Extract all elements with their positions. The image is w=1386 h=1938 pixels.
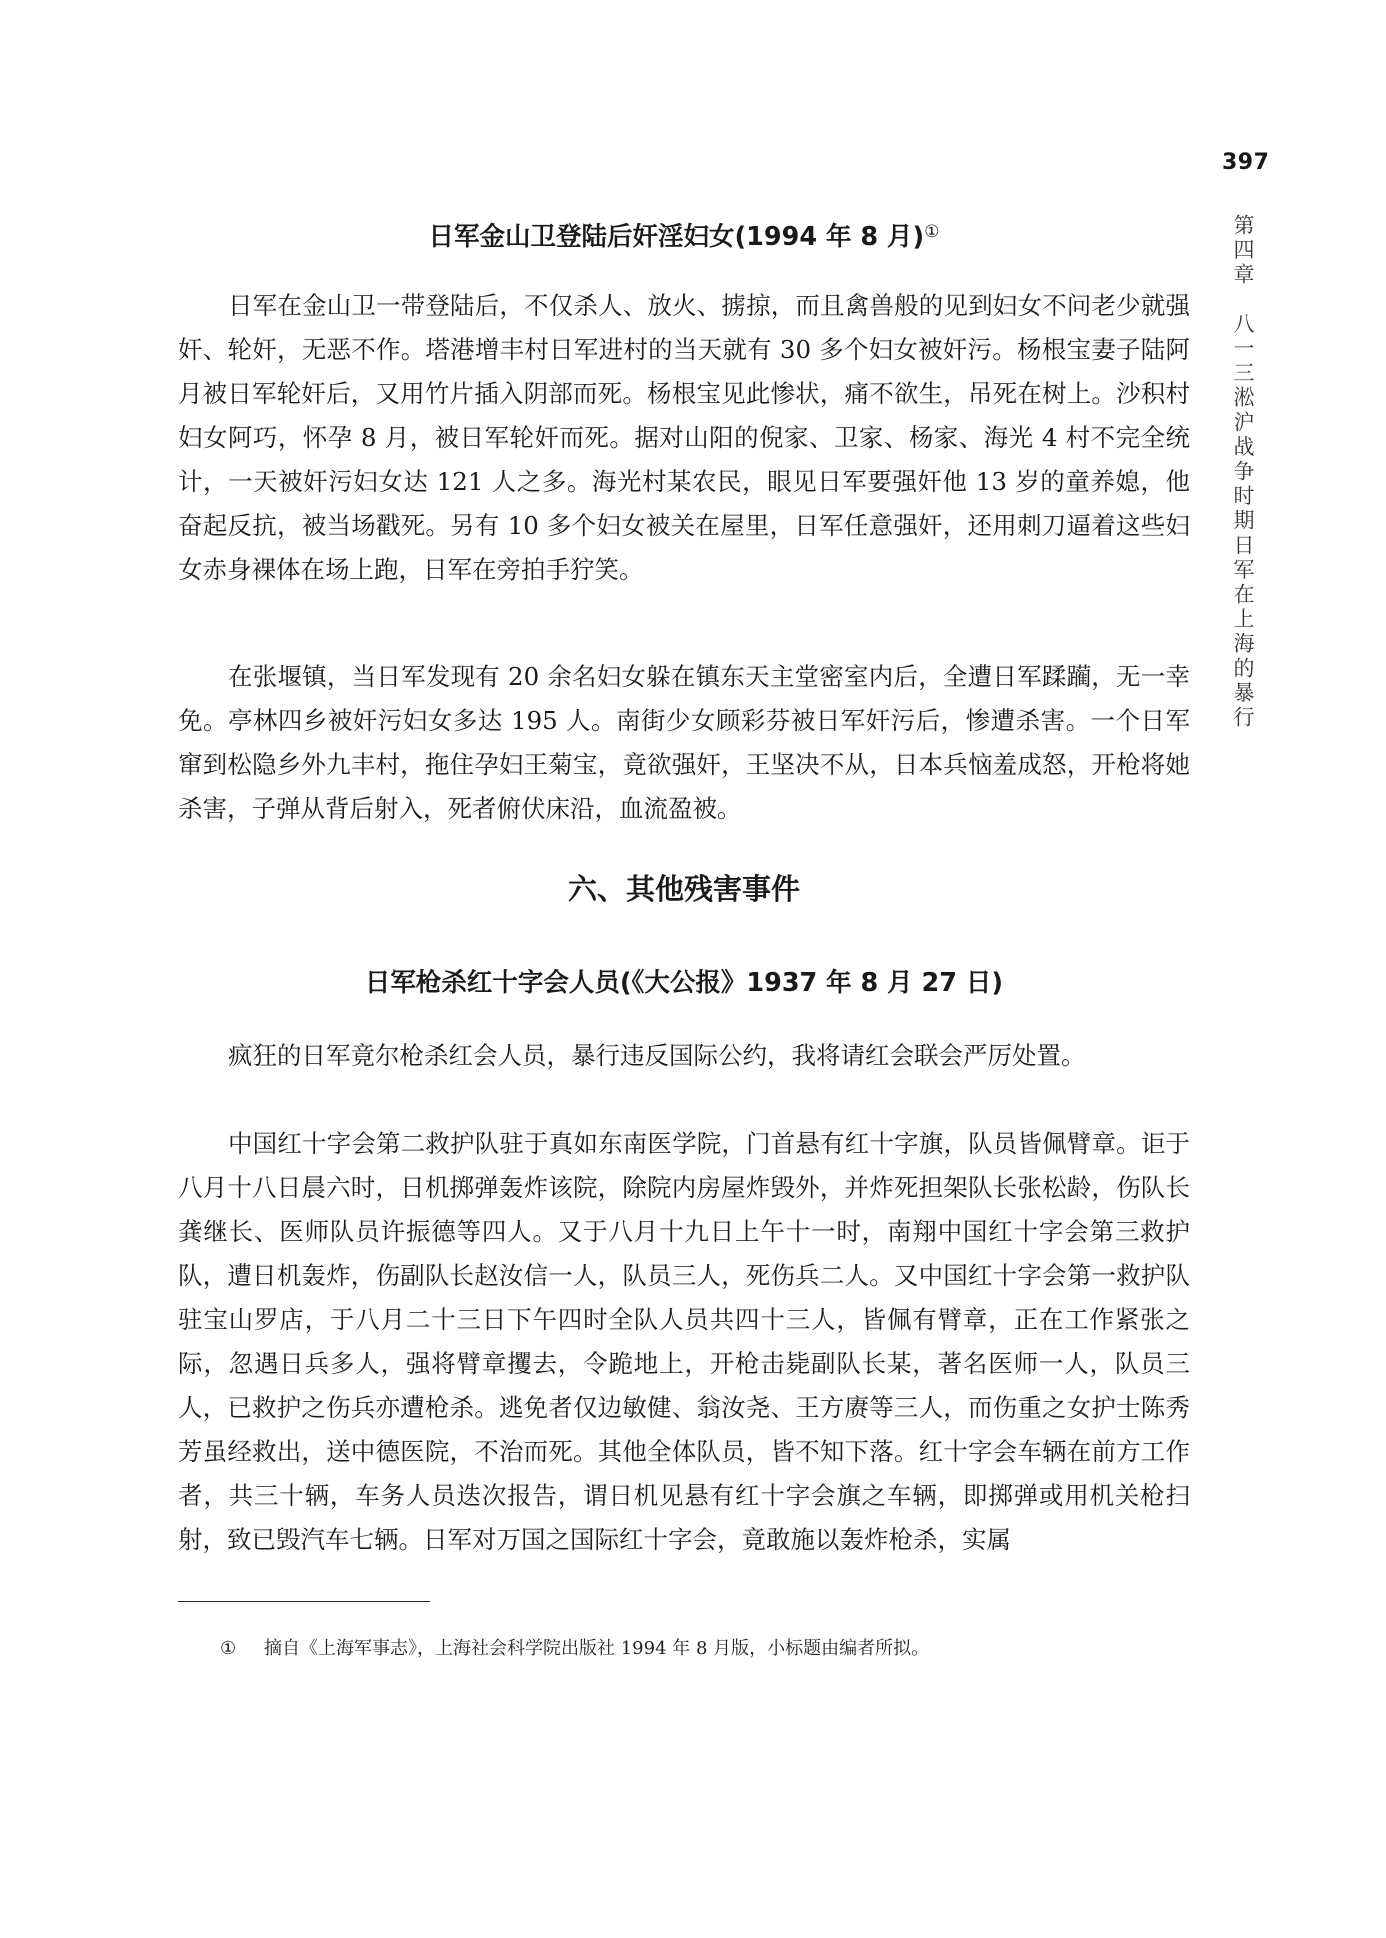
footnote-divider <box>178 1601 430 1602</box>
footnote <box>220 1635 1200 1663</box>
footnote-reference: ① <box>924 222 940 242</box>
article-title-red-cross: 日军枪杀红十字会人员(《大公报》1937 年 8 月 27 日) <box>364 968 1004 998</box>
paragraph-3: 疯狂的日军竟尔枪杀红会人员，暴行违反国际公约，我将请红会联会严厉处置。 <box>228 1041 1086 1070</box>
footnote-text: 摘自《上海军事志》，上海社会科学院出版社 1994 年 8 月版，小标题由编者所拟。 <box>264 1638 930 1659</box>
article-title-jinshanwei <box>178 212 1190 257</box>
footnote-marker: ① <box>220 1638 237 1659</box>
paragraph-4: 中国红十字会第二救护队驻于真如东南医学院，门首悬有红十字旗，队员皆佩臂章。讵于八月十八日晨六时，日机掷弹轰炸该院，除院内房屋炸毁外，并炸死担架队长张松龄，伤队长龚继长、医师队员许振德等四人。又于八月十九日上午十一时，南翔中国红十字会第三救护队，遭日机轰炸，伤副队长赵汝信一人，队员三人，死伤兵二人。又中国红十字会第一救护队驻宝山罗店，于八月二十三日下午四时全队人员共四十三人，皆佩有臂章，正在工作紧张之际，忽遇日兵多人，强将臂章攫去，令跪地上，开枪击毙副队长某，著名医师一人，队员三人，已救护之伤兵亦遭枪杀。逃免者仅边敏健、翁汝尧、王方赓等三人，而伤重之女护士陈秀芳虽经救出，送中德医院，不治而死。其他全体队员，皆不知下落。红十字会车辆在前方工作者，共三十辆，车务人员迭次报告，谓日机见悬有红十字会旗之车辆，即掷弹或用机关枪扫射，致已毁汽车七辆。日军对万国之国际红十字会，竟敢施以轰炸枪杀，实属 <box>178 1129 1190 1554</box>
page-number: 397 <box>1222 150 1270 175</box>
paragraph-1: 日军在金山卫一带登陆后，不仅杀人、放火、掳掠，而且禽兽般的见到妇女不问老少就强奸、轮奸，无恶不作。塔港增丰村日军进村的当天就有 30 多个妇女被奸污。杨根宝妻子陆阿月被日军轮奸后，又用竹片插入阴部而死。杨根宝见此惨状，痛不欲生，吊死在树上。沙积村妇女阿巧，怀孕 8 月，被日军轮奸而死。据对山阳的倪家、卫家、杨家、海光 4 村不完全统计，一天被奸污妇女达 121 人之多。海光村某农民，眼见日军要强奸他 13 岁的童养媳，他奋起反抗，被当场戳死。另有 10 多个妇女被关在屋里，日军任意强奸，还用刺刀逼着这些妇女赤身裸体在场上跑，日军在旁拍手狞笑。 <box>178 291 1190 584</box>
chapter-running-head: 第四章 八一三淞沪战争时期日军在上海的暴行 <box>1231 214 1255 731</box>
section-heading: 六、其他残害事件 <box>567 872 800 906</box>
article-title-text: 日军金山卫登陆后奸淫妇女(1994 年 8 月) <box>428 222 925 252</box>
paragraph-2: 在张堰镇，当日军发现有 20 余名妇女躲在镇东天主堂密室内后，全遭日军蹂躏，无一幸免。亭林四乡被奸污妇女多达 195 人。南街少女顾彩芬被日军奸污后，惨遭杀害。一个日军窜到松隐乡外九丰村，拖住孕妇王菊宝，竟欲强奸，王坚决不从，日本兵恼羞成怒，开枪将她杀害，子弹从背后射入，死者俯伏床沿，血流盈被。 <box>178 662 1190 823</box>
